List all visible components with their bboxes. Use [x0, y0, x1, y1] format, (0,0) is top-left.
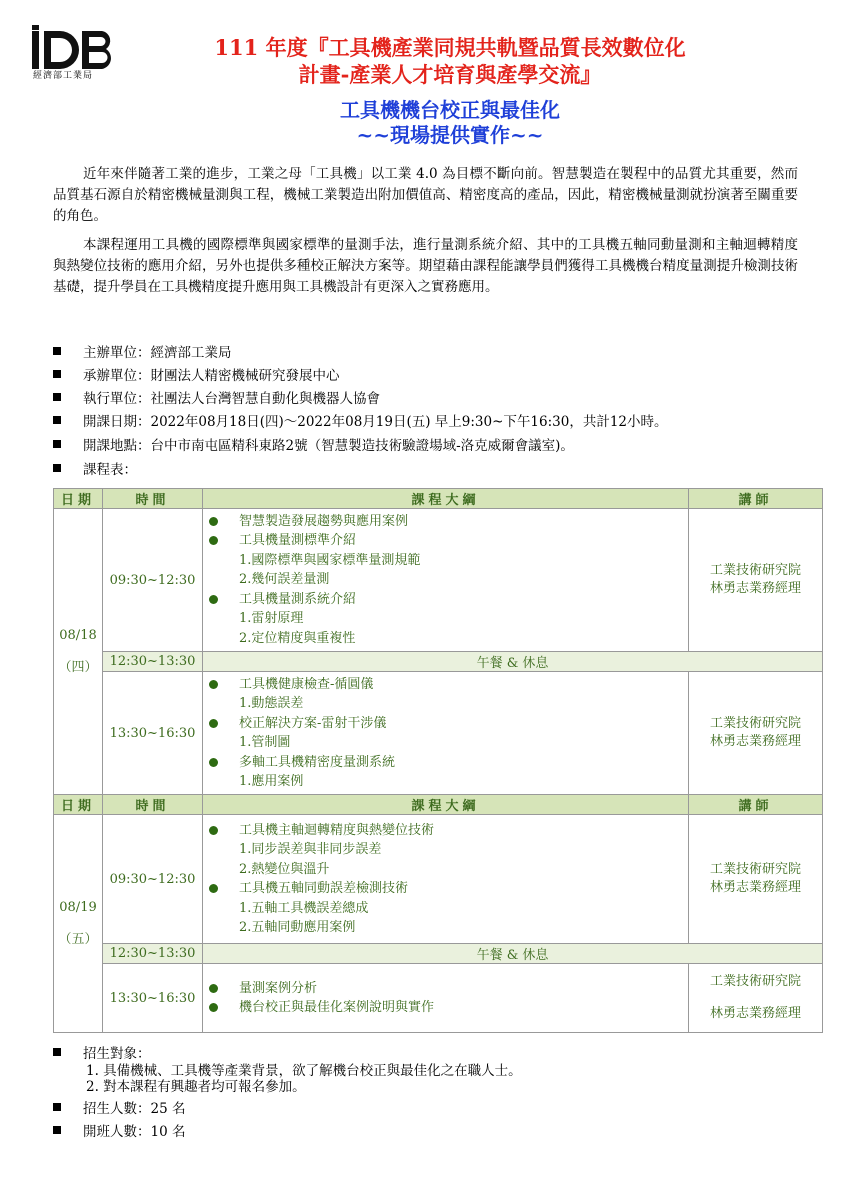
day1-slot2-outline	[203, 672, 689, 795]
outline-item: 工具機量測標準介紹	[209, 531, 688, 551]
header-date: 日期	[54, 489, 103, 509]
info-item-organizer: 主辦單位：經濟部工業局	[53, 343, 232, 363]
day2-slot2-outline	[203, 964, 689, 1033]
day1-slot1-instructor: 工業技術研究院 林勇志業務經理	[689, 509, 823, 652]
outline-item: 工具機主軸迴轉精度與熱變位技術	[209, 821, 688, 841]
intro-paragraph-1: 近年來伴隨著工業的進步，工業之母「工具機」以工業 4.0 為目標不斷向前。智慧製造在製程中的品質尤其重要，然而品質基石源自於精密機械量測與工程，機械工業製造出附加價值高、精密度高的產品，因此，精密機械量測就扮演著至關重要的角色。	[53, 166, 798, 224]
outline-subitem: 2.五軸同動應用案例	[239, 920, 356, 935]
header-instructor: 講師	[689, 489, 823, 509]
bullet-dot-icon	[209, 536, 218, 545]
outline-item: 工具機五軸同動誤差檢測技術	[209, 879, 688, 899]
footer-enroll-count: 招生人數：25 名	[53, 1101, 185, 1117]
day2-slot2-time: 13:30~16:30	[103, 964, 203, 1033]
bullet-square-icon	[53, 393, 61, 401]
outline-subitem: 1.管制圖	[239, 735, 291, 750]
outline-item: 量測案例分析	[209, 979, 688, 999]
schedule-table	[53, 488, 823, 1033]
table-header-row	[54, 489, 823, 509]
bullet-dot-icon	[209, 884, 218, 893]
footer-target-item-1: 1. 具備機械、工具機等產業背景，欲了解機台校正與最佳化之在職人士。	[86, 1063, 522, 1079]
footer-target-item-2: 2. 對本課程有興趣者均可報名參加。	[86, 1079, 306, 1095]
header-outline: 課程大綱	[203, 489, 689, 509]
outline-subitem: 1.國際標準與國家標準量測規範	[239, 552, 421, 568]
outline-item: 機台校正與最佳化案例說明與實作	[209, 998, 688, 1018]
bullet-dot-icon	[209, 517, 218, 526]
outline-subitem: 2.幾何誤差量測	[239, 572, 330, 588]
outline-subitem: 1.雷射原理	[239, 611, 304, 627]
outline-subitem: 1.同步誤差與非同步誤差	[239, 842, 382, 857]
bullet-square-icon	[53, 1126, 61, 1134]
bullet-dot-icon	[209, 758, 218, 767]
bullet-dot-icon	[209, 826, 218, 835]
header-outline: 課程大綱	[203, 795, 689, 815]
intro-paragraph-2: 本課程運用工具機的國際標準與國家標準的量測手法，進行量測系統介紹、其中的工具機五軸同動量測和主軸迴轉精度與熱變位技術的應用介紹，另外也提供多種校正解決方案等。期望藉由課程能讓學員們獲得工具機機台精度量測提升檢測技術基礎，提升學員在工具機精度提升應用與工具機設計有更深入之實務應用。	[53, 237, 798, 295]
outline-subitem: 2.定位精度與重複性	[239, 630, 356, 646]
outline-subitem: 2.熱變位與溫升	[239, 861, 330, 877]
bullet-dot-icon	[209, 984, 218, 993]
table-row	[54, 944, 823, 964]
table-row	[54, 964, 823, 1033]
outline-subitem: 1.五軸工具機誤差總成	[239, 900, 369, 916]
day1-slot2-instructor: 工業技術研究院 林勇志業務經理	[689, 672, 823, 795]
table-row	[54, 509, 823, 652]
day2-slot1-time: 09:30~12:30	[103, 815, 203, 944]
day2-weekday: （五）	[58, 931, 98, 947]
program-title-line2: 計畫-產業人才培育與產學交流』	[298, 62, 602, 87]
day2-date-cell	[54, 815, 103, 1033]
info-item-schedule-label: 課程表：	[53, 460, 137, 480]
bullet-square-icon	[53, 464, 61, 472]
program-title-line1: 111 年度『工具機產業同規共軌暨品質長效數位化	[214, 35, 686, 60]
day1-lunch-label: 午餐 & 休息	[203, 652, 823, 672]
info-item-executor: 執行單位：社團法人台灣智慧自動化與機器人協會	[53, 389, 380, 409]
bullet-dot-icon	[209, 595, 218, 604]
info-item-dates: 開課日期：2022年08月18日(四)～2022年08月19日(五) 早上9:30~下午16:30，共計12小時。	[53, 412, 668, 432]
day1-slot1-outline	[203, 509, 689, 652]
day1-weekday: （四）	[58, 659, 98, 675]
info-item-location: 開課地點：台中市南屯區精科東路2號（智慧製造技術驗證場域-洛克威爾會議室)。	[53, 436, 574, 456]
table-header-row	[54, 795, 823, 815]
footer-target-label: 招生對象：	[53, 1046, 151, 1062]
table-row	[54, 672, 823, 795]
course-title: 工具機機台校正與最佳化	[340, 98, 560, 122]
header-time: 時間	[103, 489, 203, 509]
bullet-square-icon	[53, 440, 61, 448]
outline-subitem: 1.應用案例	[239, 774, 304, 789]
day1-date-cell	[54, 509, 103, 795]
table-row	[54, 815, 823, 944]
day1-lunch-time: 12:30~13:30	[103, 652, 203, 672]
footer-min-class: 開班人數：10 名	[53, 1124, 185, 1140]
bullet-square-icon	[53, 370, 61, 378]
bullet-dot-icon	[209, 1003, 218, 1012]
bullet-square-icon	[53, 1103, 61, 1111]
day2-slot2-instructor: 工業技術研究院 林勇志業務經理	[689, 964, 823, 1033]
bullet-square-icon	[53, 1048, 61, 1056]
header-instructor: 講師	[689, 795, 823, 815]
header-date: 日期	[54, 795, 103, 815]
info-item-contractor: 承辦單位：財團法人精密機械研究發展中心	[53, 366, 340, 386]
course-subtitle: ~~現場提供實作~~	[356, 123, 544, 147]
table-row	[54, 652, 823, 672]
bullet-square-icon	[53, 347, 61, 355]
day2-date: 08/19	[59, 899, 97, 915]
day2-lunch-time: 12:30~13:30	[103, 944, 203, 964]
day1-slot2-time: 13:30~16:30	[103, 672, 203, 795]
day1-date: 08/18	[59, 627, 97, 643]
outline-item: 校正解決方案-雷射干涉儀	[209, 714, 688, 734]
outline-item: 工具機健康檢查-循圓儀	[209, 675, 688, 695]
header-time: 時間	[103, 795, 203, 815]
outline-subitem: 1.動態誤差	[239, 696, 304, 711]
bullet-dot-icon	[209, 680, 218, 689]
outline-item: 工具機量測系統介紹	[209, 590, 688, 610]
outline-item: 智慧製造發展趨勢與應用案例	[209, 512, 688, 532]
day1-slot1-time: 09:30~12:30	[103, 509, 203, 652]
bullet-square-icon	[53, 416, 61, 424]
logo-subtitle: 經濟部工業局	[33, 71, 94, 81]
day2-slot1-instructor: 工業技術研究院 林勇志業務經理	[689, 815, 823, 944]
day2-lunch-label: 午餐 & 休息	[203, 944, 823, 964]
day2-slot1-outline	[203, 815, 689, 944]
outline-item: 多軸工具機精密度量測系統	[209, 753, 688, 773]
bullet-dot-icon	[209, 719, 218, 728]
